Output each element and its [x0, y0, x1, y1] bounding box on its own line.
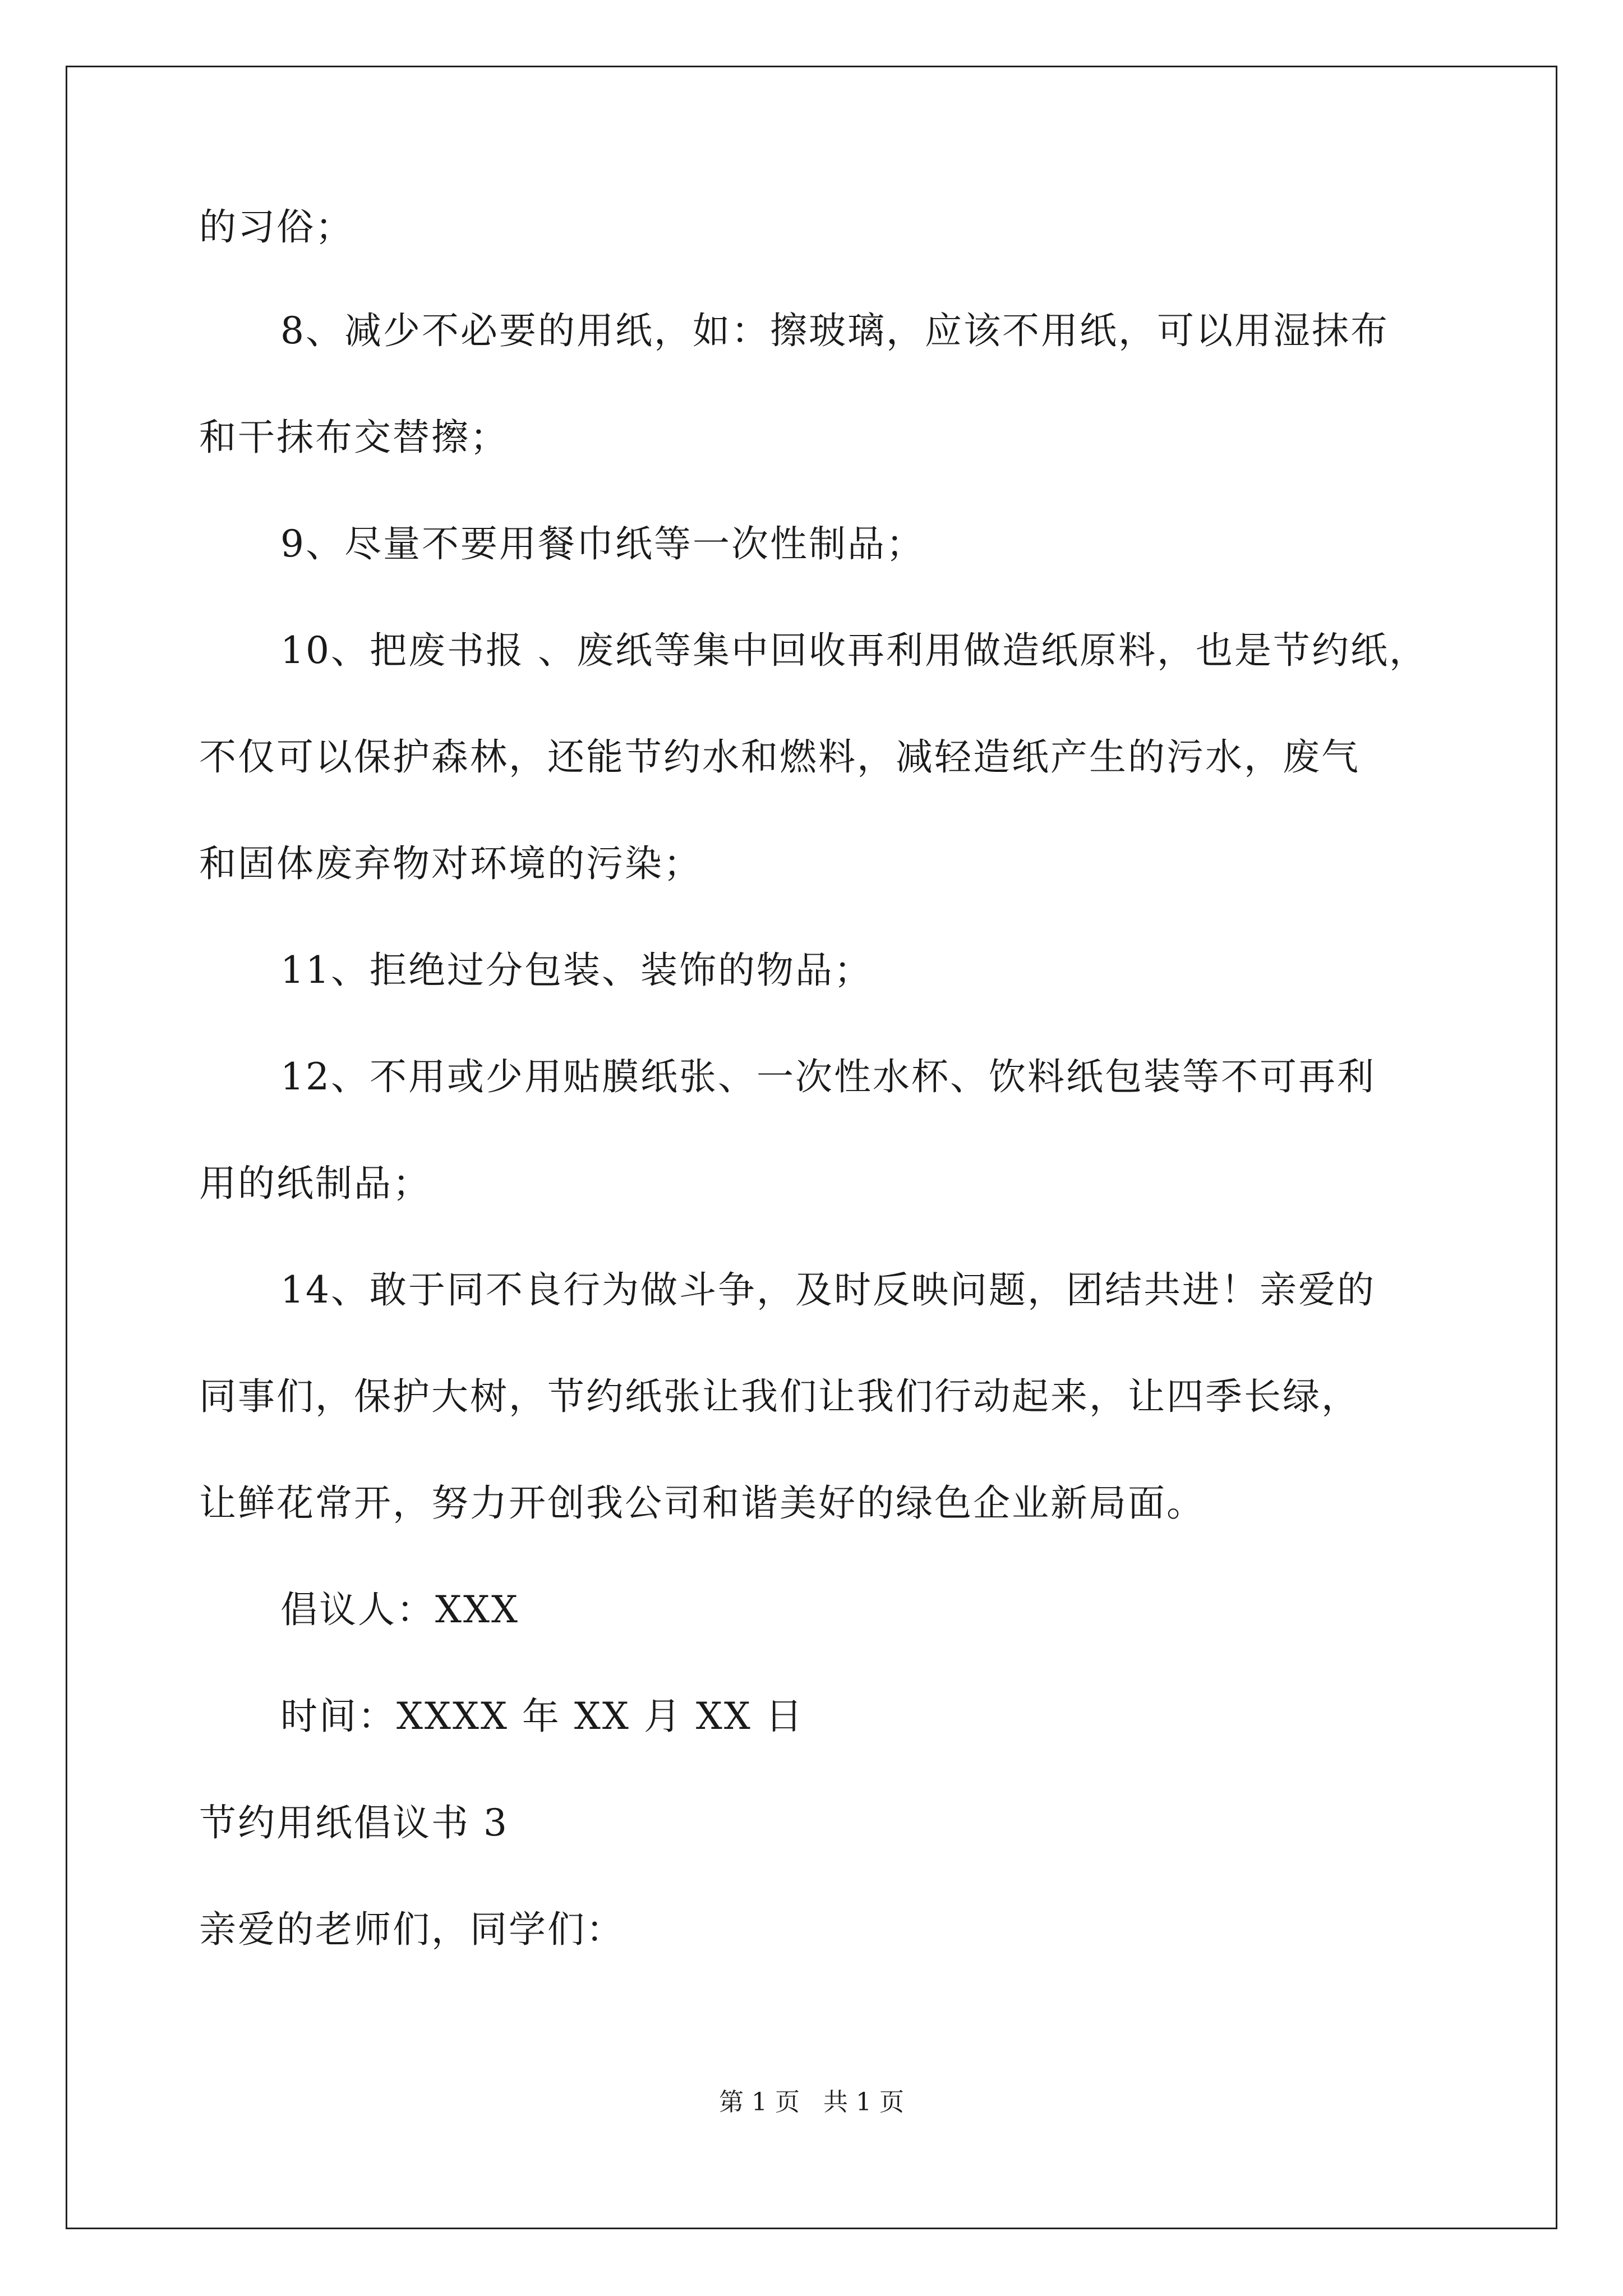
section-title: 节约用纸倡议书 3 [199, 1801, 509, 1844]
page-footer: 第 1 页 共 1 页 [719, 2088, 904, 2116]
text-line: 同事们，保护大树，节约纸张让我们让我们行动起来，让四季长绿， [199, 1375, 1360, 1418]
initiator-line: 倡议人：XXX [280, 1588, 519, 1631]
text-line: 14、敢于同不良行为做斗争，及时反映问题，团结共进！亲爱的 [280, 1268, 1376, 1312]
text-line: 8、减少不必要的用纸，如：擦玻璃，应该不用纸，可以用湿抹布 [280, 309, 1389, 352]
text-line: 让鲜花常开，努力开创我公司和谐美好的绿色企业新局面。 [199, 1481, 1205, 1525]
text-line: 的习俗； [199, 205, 354, 249]
text-line: 不仅可以保护森林，还能节约水和燃料，减轻造纸产生的污水，废气 [199, 735, 1360, 779]
text-line: 用的纸制品； [199, 1162, 431, 1205]
text-line: 12、不用或少用贴膜纸张、一次性水杯、饮料纸包装等不可再利 [280, 1055, 1376, 1098]
date-line: 时间：XXXX 年 XX 月 XX 日 [280, 1695, 804, 1738]
text-line: 9、尽量不要用餐巾纸等一次性制品； [280, 522, 925, 565]
text-line: 10、把废书报 、废纸等集中回收再利用做造纸原料，也是节约纸， [280, 629, 1428, 672]
text-line: 和固体废弃物对环境的污染； [199, 842, 702, 885]
text-line: 11、拒绝过分包装、装饰的物品； [280, 949, 873, 992]
text-line: 和干抹布交替擦； [199, 416, 509, 459]
salutation: 亲爱的老师们，同学们： [199, 1908, 625, 1951]
